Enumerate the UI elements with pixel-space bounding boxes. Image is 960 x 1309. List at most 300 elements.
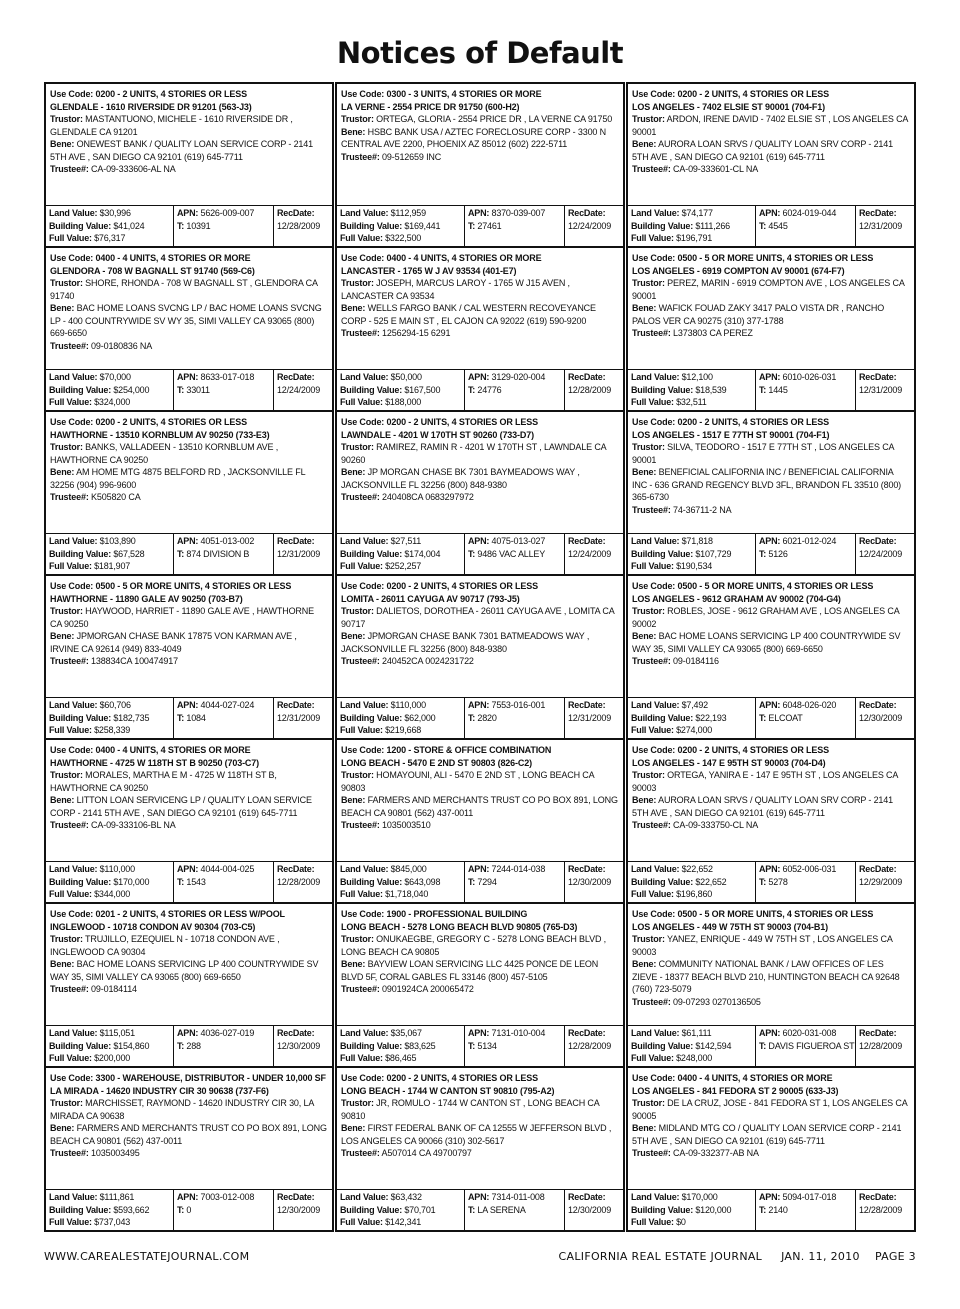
building-label: Building Value: <box>631 712 694 723</box>
use-code: Use Code: 0500 - 5 OR MORE UNITS, 4 STORIES OR LESS <box>632 253 874 263</box>
use-code: Use Code: 0400 - 4 UNITS, 4 STORIES OR MORE <box>341 253 542 263</box>
value-cell <box>628 1190 756 1230</box>
t-label: T: <box>759 876 767 887</box>
bene-value: COMMUNITY NATIONAL BANK / LAW OFFICES OF LES ZIEVE - 18377 BEACH BLVD 210, HUNTINGTON BEACH CA 92648 (760) 723-5079 <box>632 959 900 994</box>
apn-cell <box>465 862 565 902</box>
trustor-label: Trustor: <box>632 442 665 452</box>
property-address: HAWTHORNE - 11890 GALE AV 90250 (703-B7) <box>50 593 243 604</box>
value-table <box>337 533 623 574</box>
recdate-label: RecDate: <box>277 536 315 546</box>
trustor-value: MASTANTUONO, MICHELE - 1610 RIVERSIDE DR , GLENDALE CA 91201 <box>50 114 293 137</box>
bene-line <box>341 794 619 819</box>
land-value: $112,959 <box>390 208 426 218</box>
trustee-value: 138834CA 100474917 <box>91 656 178 666</box>
recdate-cell <box>274 1190 332 1230</box>
trustor-label: Trustor: <box>632 934 665 944</box>
apn-cell <box>174 370 274 410</box>
trustee-label: Trustee#: <box>50 340 89 351</box>
trustee-line <box>632 327 910 340</box>
property-address: LOS ANGELES - 449 W 75TH ST 90003 (704-B1) <box>632 921 828 932</box>
use-code: Use Code: 3300 - WAREHOUSE, DISTRIBUTOR - UNDER 10,000 SF <box>50 1073 326 1083</box>
value-cell <box>46 534 174 574</box>
trustor-value: MARCHISSET, RAYMOND - 14620 INDUSTRY CIR 30, LA MIRADA CA 90638 <box>50 1098 314 1121</box>
t-label: T: <box>468 1040 476 1051</box>
land-label: Land Value: <box>631 208 680 218</box>
trustor-value: MORALES, MARTHA E M - 4725 W 118TH ST B, HAWTHORNE CA 90250 <box>50 770 277 793</box>
value-cell <box>628 206 756 246</box>
recdate-cell <box>274 1026 332 1066</box>
building-label: Building Value: <box>631 876 694 887</box>
full-value: $252,257 <box>385 561 422 571</box>
t-label: T: <box>468 220 476 231</box>
apn-cell <box>174 1026 274 1066</box>
t-label: T: <box>177 876 185 887</box>
apn-label: APN: <box>177 700 199 710</box>
land-label: Land Value: <box>340 1192 389 1202</box>
trustor-value: TRUJILLO, EZEQUIEL N - 10718 CONDON AVE , INGLEWOOD CA 90304 <box>50 934 280 957</box>
bene-line <box>632 138 910 163</box>
full-value: $258,339 <box>94 725 131 735</box>
property-address: GLENDALE - 1610 RIVERSIDE DR 91201 (563-J3) <box>50 101 252 112</box>
use-code: Use Code: 0400 - 4 UNITS, 4 STORIES OR MORE <box>50 253 251 263</box>
notice-record <box>46 574 332 738</box>
trustee-label: Trustee#: <box>632 656 671 666</box>
bene-label: Bene: <box>50 959 75 969</box>
apn-cell <box>174 862 274 902</box>
trustor-value: HOMAYOUNI, ALI - 5470 E 2ND ST , LONG BEACH CA 90803 <box>341 770 595 793</box>
value-table <box>337 205 623 246</box>
recdate-cell <box>274 698 332 738</box>
full-label: Full Value: <box>49 397 92 407</box>
recdate-value: 12/28/2009 <box>568 1040 612 1051</box>
recdate-label: RecDate: <box>859 700 897 710</box>
land-label: Land Value: <box>631 864 680 874</box>
land-value: $22,652 <box>681 864 713 874</box>
trustee-label: Trustee#: <box>341 656 380 666</box>
apn-label: APN: <box>759 864 781 874</box>
recdate-label: RecDate: <box>859 864 897 874</box>
value-cell <box>628 370 756 410</box>
bene-line <box>50 466 328 491</box>
bene-label: Bene: <box>341 1123 366 1133</box>
apn-label: APN: <box>468 372 490 382</box>
property-address: HAWTHORNE - 13510 KORNBLUM AV 90250 (733-E3) <box>50 429 270 440</box>
trustee-label: Trustee#: <box>632 504 671 515</box>
full-value: $219,668 <box>385 725 422 735</box>
recdate-value: 12/24/2009 <box>568 220 612 231</box>
trustor-label: Trustor: <box>632 278 665 288</box>
trustor-value: DE LA CRUZ, JOSE - 841 FEDORA ST 1, LOS ANGELES CA 90005 <box>632 1098 908 1121</box>
trustor-line <box>50 769 328 794</box>
notice-column <box>626 82 916 1232</box>
t-value: ELCOAT <box>768 712 803 723</box>
full-value: $142,341 <box>385 1217 422 1227</box>
use-code: Use Code: 0500 - 5 OR MORE UNITS, 4 STORIES OR LESS <box>50 581 292 591</box>
use-code: Use Code: 0200 - 2 UNITS, 4 STORIES OR LESS <box>632 89 829 99</box>
bene-label: Bene: <box>50 795 75 805</box>
trustor-line <box>632 441 910 466</box>
apn-cell <box>174 206 274 246</box>
full-label: Full Value: <box>340 233 383 243</box>
full-label: Full Value: <box>49 233 92 243</box>
building-value: $120,000 <box>695 1204 732 1215</box>
land-label: Land Value: <box>49 536 98 546</box>
building-value: $22,193 <box>695 712 727 723</box>
recdate-cell <box>565 1190 623 1230</box>
recdate-label: RecDate: <box>859 208 897 218</box>
land-value: $60,706 <box>99 700 131 710</box>
recdate-cell <box>856 534 914 574</box>
trustee-value: CA-09-333750-CL NA <box>673 820 759 830</box>
value-cell <box>46 1026 174 1066</box>
t-label: T: <box>759 712 767 723</box>
notice-description <box>628 904 914 1025</box>
use-code: Use Code: 0200 - 2 UNITS, 4 STORIES OR LESS <box>341 417 538 427</box>
bene-line <box>632 466 910 504</box>
building-value: $22,652 <box>695 876 727 887</box>
bene-line <box>341 302 619 327</box>
apn-cell <box>756 862 856 902</box>
recdate-label: RecDate: <box>277 1028 315 1038</box>
recdate-label: RecDate: <box>277 1192 315 1202</box>
trustor-label: Trustor: <box>632 770 665 780</box>
building-value: $254,000 <box>113 384 150 395</box>
t-label: T: <box>468 548 476 559</box>
recdate-value: 12/31/2009 <box>277 712 321 723</box>
full-value: $344,000 <box>94 889 131 899</box>
trustor-label: Trustor: <box>632 606 665 616</box>
trustee-line <box>341 491 619 504</box>
property-address: LOMITA - 26011 CAYUGA AV 90717 (793-J5) <box>341 593 520 604</box>
building-value: $62,000 <box>404 712 436 723</box>
trustor-line <box>341 441 619 466</box>
apn-label: APN: <box>759 700 781 710</box>
recdate-cell <box>565 862 623 902</box>
bene-label: Bene: <box>632 1123 657 1133</box>
trustor-label: Trustor: <box>341 934 374 944</box>
building-label: Building Value: <box>631 548 694 559</box>
t-value: 5134 <box>477 1040 497 1051</box>
value-cell <box>628 862 756 902</box>
trustee-line <box>341 819 619 832</box>
full-value: $324,000 <box>94 397 131 407</box>
trustor-line <box>50 933 328 958</box>
notice-record <box>337 246 623 410</box>
value-cell <box>337 862 465 902</box>
bene-line <box>341 1122 619 1147</box>
notice-description <box>337 576 623 697</box>
notice-description <box>628 412 914 533</box>
full-value: $274,000 <box>676 725 713 735</box>
apn-cell <box>756 1190 856 1230</box>
t-value: 7294 <box>477 876 497 887</box>
land-label: Land Value: <box>49 372 98 382</box>
recdate-cell <box>274 370 332 410</box>
trustor-value: RAMIREZ, RAMIN R - 4201 W 170TH ST , LAWNDALE CA 90260 <box>341 442 607 465</box>
apn-cell <box>174 698 274 738</box>
building-value: $643,098 <box>404 876 441 887</box>
recdate-label: RecDate: <box>277 700 315 710</box>
recdate-value: 12/28/2009 <box>277 220 321 231</box>
trustee-value: K505820 CA <box>91 492 141 502</box>
recdate-cell <box>565 698 623 738</box>
apn-label: APN: <box>468 208 490 218</box>
t-label: T: <box>468 712 476 723</box>
trustee-line <box>50 1147 328 1160</box>
trustee-line <box>50 491 328 504</box>
recdate-cell <box>856 698 914 738</box>
building-value: $83,625 <box>404 1040 436 1051</box>
bene-value: LITTON LOAN SERVICENG LP / QUALITY LOAN SERVICE CORP - 2141 5TH AVE , SAN DIEGO CA 92101 (619) 645-7711 <box>50 795 312 818</box>
land-value: $110,000 <box>390 700 426 710</box>
t-value: 27461 <box>477 220 502 231</box>
recdate-label: RecDate: <box>568 1028 606 1038</box>
trustor-line <box>632 933 910 958</box>
notice-description <box>628 1068 914 1189</box>
apn-cell <box>174 534 274 574</box>
bene-line <box>341 958 619 983</box>
recdate-value: 12/30/2009 <box>277 1204 321 1215</box>
value-table <box>628 369 914 410</box>
recdate-cell <box>274 206 332 246</box>
t-label: T: <box>759 1204 767 1215</box>
t-value: 874 DIVISION B <box>186 548 250 559</box>
recdate-value: 12/28/2009 <box>568 384 612 395</box>
building-value: $170,000 <box>113 876 150 887</box>
t-label: T: <box>759 548 767 559</box>
building-value: $107,729 <box>695 548 732 559</box>
bene-label: Bene: <box>632 959 657 969</box>
apn-label: APN: <box>468 700 490 710</box>
trustor-line <box>341 605 619 630</box>
building-label: Building Value: <box>631 220 694 231</box>
trustor-label: Trustor: <box>341 114 374 124</box>
notice-record <box>628 902 914 1066</box>
trustor-line <box>50 605 328 630</box>
t-value: 2140 <box>768 1204 788 1215</box>
land-value: $845,000 <box>390 864 427 874</box>
building-label: Building Value: <box>49 1040 112 1051</box>
notice-record <box>46 410 332 574</box>
full-label: Full Value: <box>340 561 383 571</box>
notice-description <box>46 576 332 697</box>
building-value: $167,500 <box>404 384 441 395</box>
trustor-label: Trustor: <box>50 934 83 944</box>
recdate-label: RecDate: <box>568 864 606 874</box>
building-label: Building Value: <box>49 876 112 887</box>
value-table <box>337 369 623 410</box>
recdate-label: RecDate: <box>859 1028 897 1038</box>
value-cell <box>337 206 465 246</box>
full-value: $322,500 <box>385 233 422 243</box>
full-value: $86,465 <box>385 1053 417 1063</box>
apn-label: APN: <box>468 1192 490 1202</box>
apn-cell <box>756 370 856 410</box>
recdate-value: 12/31/2009 <box>277 548 321 559</box>
apn-value: 5094-017-018 <box>782 1192 837 1202</box>
apn-cell <box>756 206 856 246</box>
value-table <box>46 533 332 574</box>
bene-line <box>50 794 328 819</box>
bene-line <box>632 958 910 996</box>
land-label: Land Value: <box>631 1028 680 1038</box>
apn-value: 7244-014-038 <box>491 864 546 874</box>
apn-label: APN: <box>177 208 199 218</box>
full-value: $190,534 <box>676 561 713 571</box>
recdate-value: 12/24/2009 <box>859 548 903 559</box>
recdate-cell <box>565 1026 623 1066</box>
notice-record <box>628 738 914 902</box>
value-cell <box>46 1190 174 1230</box>
trustee-label: Trustee#: <box>632 996 671 1007</box>
recdate-value: 12/30/2009 <box>859 712 903 723</box>
apn-value: 7553-016-001 <box>491 700 546 710</box>
bene-line <box>341 630 619 655</box>
trustee-label: Trustee#: <box>50 1148 89 1158</box>
bene-value: WAFICK FOUAD ZAKY 3417 PALO VISTA DR , RANCHO PALOS VER CA 90275 (310) 377-1788 <box>632 303 885 326</box>
land-label: Land Value: <box>49 1028 98 1038</box>
notice-description <box>337 84 623 205</box>
land-value: $110,000 <box>99 864 135 874</box>
value-cell <box>337 534 465 574</box>
trustor-value: YANEZ, ENRIQUE - 449 W 75TH ST , LOS ANGELES CA 90003 <box>632 934 893 957</box>
recdate-value: 12/29/2009 <box>859 876 903 887</box>
trustee-value: A507014 CA 49700797 <box>381 1148 472 1158</box>
bene-label: Bene: <box>341 467 366 477</box>
trustee-value: CA-09-333601-CL NA <box>673 164 759 174</box>
apn-label: APN: <box>759 536 781 546</box>
recdate-value: 12/31/2009 <box>568 712 612 723</box>
apn-value: 3129-020-004 <box>491 372 546 382</box>
t-label: T: <box>759 220 767 231</box>
use-code: Use Code: 0500 - 5 OR MORE UNITS, 4 STORIES OR LESS <box>632 581 874 591</box>
trustee-line <box>632 504 910 517</box>
full-value: $737,043 <box>94 1217 131 1227</box>
use-code: Use Code: 0201 - 2 UNITS, 4 STORIES OR LESS W/POOL <box>50 909 285 919</box>
trustee-label: Trustee#: <box>341 984 380 994</box>
property-address: LOS ANGELES - 6919 COMPTON AV 90001 (674-F7) <box>632 265 845 276</box>
bene-label: Bene: <box>50 467 75 477</box>
t-value: 33011 <box>186 384 210 395</box>
property-address: INGLEWOOD - 10718 CONDON AV 90304 (703-C5) <box>50 921 256 932</box>
building-label: Building Value: <box>49 1204 112 1215</box>
value-cell <box>46 206 174 246</box>
full-value: $32,511 <box>676 397 707 407</box>
apn-label: APN: <box>759 1028 781 1038</box>
trustor-line <box>632 769 910 794</box>
apn-value: 6021-012-024 <box>782 536 837 546</box>
footer-website[interactable]: WWW.CAREALESTATEJOURNAL.COM <box>44 1250 250 1263</box>
land-label: Land Value: <box>49 1192 98 1202</box>
full-value: $200,000 <box>94 1053 131 1063</box>
t-value: 5126 <box>768 548 788 559</box>
trustor-value: DALIETOS, DOROTHEA - 26011 CAYUGA AVE , LOMITA CA 90717 <box>341 606 615 629</box>
bene-line <box>632 630 910 655</box>
bene-label: Bene: <box>50 631 75 641</box>
full-label: Full Value: <box>340 1217 383 1227</box>
full-label: Full Value: <box>631 1053 674 1063</box>
bene-value: JP MORGAN CHASE BK 7301 BAYMEADOWS WAY , JACKSONVILLE FL 32256 (800) 848-9380 <box>341 467 580 490</box>
land-value: $115,051 <box>99 1028 135 1038</box>
recdate-value: 12/31/2009 <box>859 384 903 395</box>
recdate-value: 12/24/2009 <box>568 548 612 559</box>
trustee-label: Trustee#: <box>50 164 89 174</box>
full-value: $1,718,040 <box>385 889 429 899</box>
apn-value: 8633-017-018 <box>200 372 255 382</box>
notice-record <box>628 574 914 738</box>
trustee-label: Trustee#: <box>50 492 89 502</box>
bene-label: Bene: <box>632 631 657 641</box>
trustor-label: Trustor: <box>632 114 665 124</box>
t-value: LA SERENA <box>477 1204 526 1215</box>
t-label: T: <box>759 1040 767 1051</box>
building-label: Building Value: <box>340 876 403 887</box>
t-label: T: <box>177 712 185 723</box>
footer-publication: CALIFORNIA REAL ESTATE JOURNAL JAN. 11, 2010 PAGE 3 <box>558 1250 916 1263</box>
trustee-label: Trustee#: <box>632 1148 671 1158</box>
property-address: HAWTHORNE - 4725 W 118TH ST B 90250 (703-C7) <box>50 757 259 768</box>
recdate-value: 12/31/2009 <box>859 220 903 231</box>
notice-description <box>46 84 332 205</box>
apn-cell <box>465 206 565 246</box>
t-value: 2820 <box>477 712 497 723</box>
bene-line <box>50 302 328 340</box>
trustee-value: 09-07293 0270136505 <box>673 996 761 1007</box>
full-label: Full Value: <box>631 1217 674 1227</box>
bene-line <box>341 126 619 151</box>
value-cell <box>337 698 465 738</box>
value-cell <box>337 370 465 410</box>
recdate-value: 12/30/2009 <box>277 1040 321 1051</box>
value-cell <box>628 534 756 574</box>
building-label: Building Value: <box>340 1204 403 1215</box>
trustee-line <box>632 655 910 668</box>
trustee-line <box>632 1147 910 1160</box>
building-label: Building Value: <box>340 384 403 395</box>
bene-label: Bene: <box>50 139 75 149</box>
recdate-label: RecDate: <box>568 372 606 382</box>
trustee-label: Trustee#: <box>341 1148 380 1158</box>
trustee-value: 09-0180836 NA <box>91 340 153 351</box>
bene-value: JPMORGAN CHASE BANK 17875 VON KARMAN AVE , IRVINE CA 92614 (949) 833-4049 <box>50 631 297 654</box>
bene-label: Bene: <box>50 303 75 313</box>
full-value: $0 <box>676 1217 686 1227</box>
full-value: $196,791 <box>676 233 713 243</box>
bene-value: BAC HOME LOANS SVCNG LP / BAC HOME LOANS SVCNG LP - 400 COUNTRYWIDE SV WY 35, SIMI VALLEY CA 93065 (800) 669-6650 <box>50 303 322 338</box>
notices-grid <box>44 82 916 1232</box>
value-table <box>337 861 623 902</box>
building-value: $142,594 <box>695 1040 732 1051</box>
building-value: $41,024 <box>113 220 145 231</box>
use-code: Use Code: 0400 - 4 UNITS, 4 STORIES OR MORE <box>50 745 251 755</box>
notice-description <box>337 1068 623 1189</box>
bene-value: MIDLAND MTG CO / QUALITY LOAN SERVICE CORP - 2141 5TH AVE , SAN DIEGO CA 92101 (619) 645-7711 <box>632 1123 902 1146</box>
value-table <box>628 1025 914 1066</box>
trustee-value: 1035003495 <box>91 1148 140 1158</box>
trustee-value: 09-0184114 <box>91 984 137 994</box>
bene-line <box>632 302 910 327</box>
value-cell <box>46 698 174 738</box>
building-label: Building Value: <box>49 548 112 559</box>
recdate-value: 12/30/2009 <box>568 1204 612 1215</box>
trustee-line <box>341 151 619 164</box>
recdate-label: RecDate: <box>277 864 315 874</box>
use-code: Use Code: 0500 - 5 OR MORE UNITS, 4 STORIES OR LESS <box>632 909 874 919</box>
apn-value: 4051-013-002 <box>200 536 255 546</box>
apn-cell <box>174 1190 274 1230</box>
recdate-cell <box>856 206 914 246</box>
trustor-line <box>50 441 328 466</box>
